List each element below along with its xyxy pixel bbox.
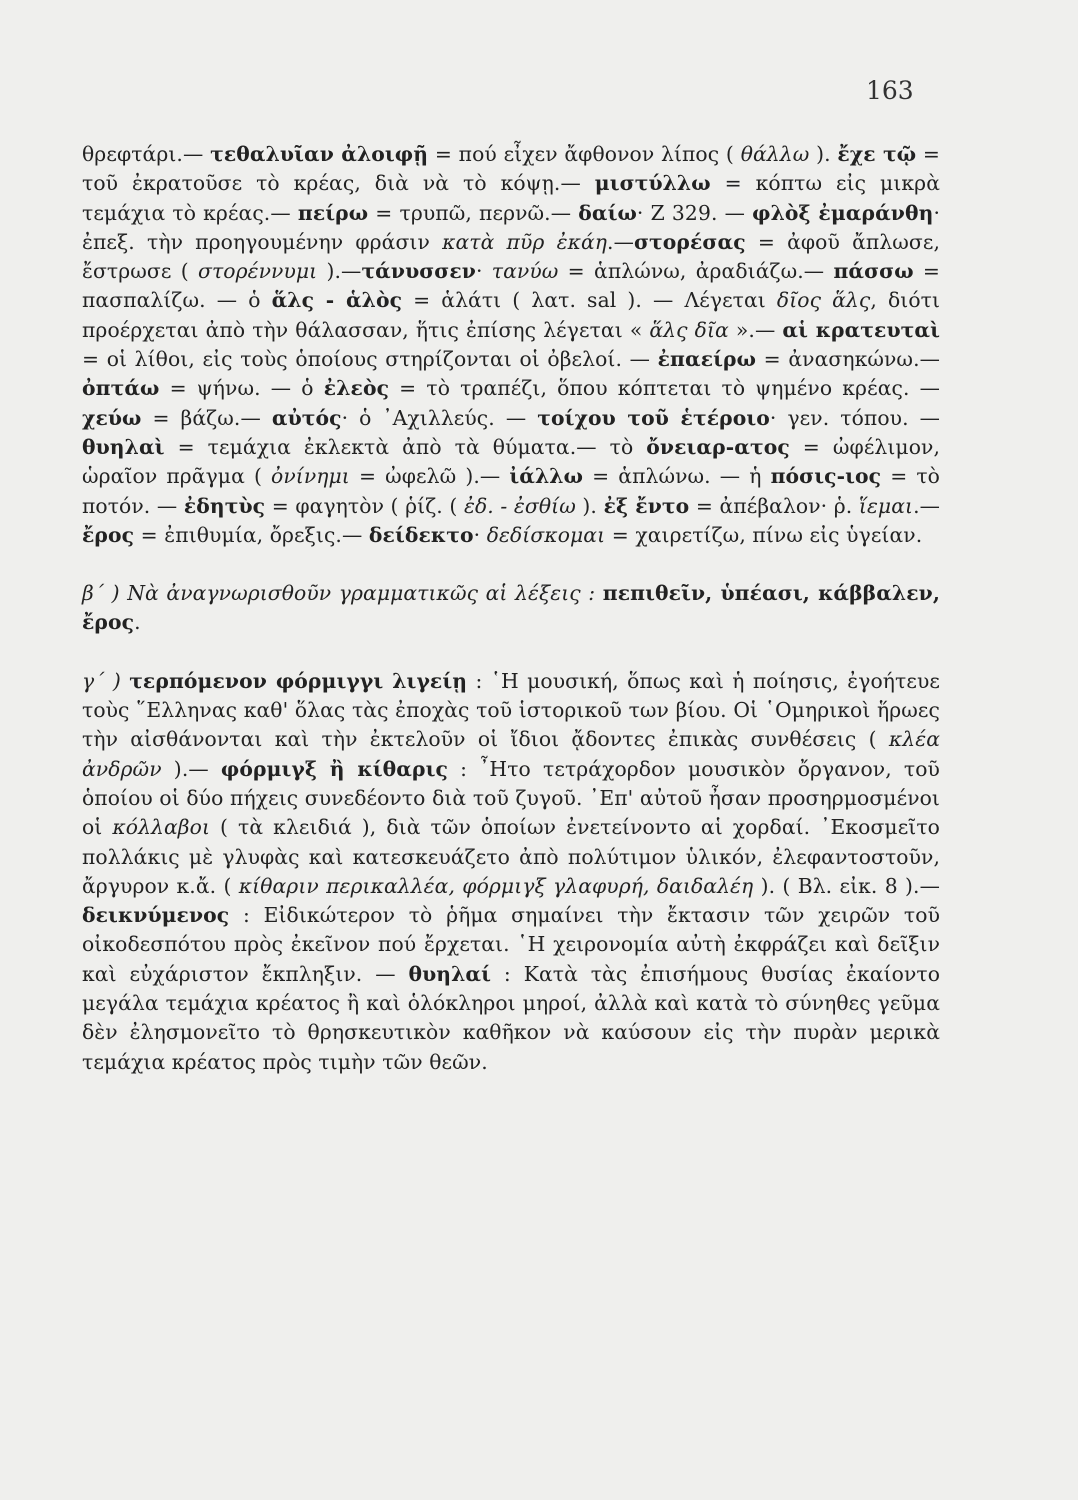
headword-term: χεύω — [82, 405, 142, 430]
headword-term: δεικνύμενος — [82, 903, 230, 928]
exercise-gamma-paragraph — [82, 667, 940, 1077]
text-run: · — [475, 259, 492, 284]
headword-term: θυηλαὶ — [82, 434, 165, 459]
italic-text: ἐδ. - ἐσθίω — [464, 493, 576, 518]
text-run: = ὠφελῶ ).— — [349, 464, 510, 489]
italic-text: ἵεμαι — [858, 493, 914, 518]
text-run: : Εἰδικώτερον τὸ ῥῆμα σημαίνει τὴν ἔκτασιν τῶν χειρῶν τοῦ οἰκοδεσπότου πρὸς ἐκεῖνον πού ἔρχεται. ῾Η χειρονομία αὐτὴ ἐκφράζει καὶ δεῖξιν καὶ εὐχάριστον ἔκπληξιν. — — [82, 903, 940, 986]
text-run: = φαγητὸν ( ῥίζ. ( — [265, 493, 464, 518]
body-text — [82, 140, 940, 1077]
italic-text: τανύω — [491, 259, 559, 284]
text-run: = τοῦ ἐκρατοῦσε τὸ κρέας, διὰ νὰ τὸ κόψῃ.— — [82, 142, 941, 196]
text-run: = τεμάχια ἐκλεκτὰ ἀπὸ τὰ θύματα.— τὸ — [164, 434, 647, 459]
italic-text: κλέα ἀνδρῶν — [82, 727, 940, 781]
italic-text: θάλλω — [740, 142, 810, 166]
headword-term: τάνυσσεν — [361, 259, 476, 284]
headword-term: ἐπαείρω — [657, 347, 757, 372]
text-run: = βάζω.— — [141, 405, 272, 430]
text-run: θρεφτάρι.— — [82, 142, 211, 166]
italic-text: ἅλς δῖα — [649, 317, 729, 342]
text-run: ).— — [161, 756, 221, 781]
headword-term: μιστύλλω — [594, 171, 711, 196]
text-run: · ἐπεξ. τὴν προηγουμένην φράσιν — [82, 200, 940, 254]
headword-term: ἅλς - ἁλὸς — [271, 288, 403, 313]
italic-text: στορέννυμι — [198, 259, 318, 284]
text-run: = κόπτω εἰς μικρὰ τεμάχια τὸ κρέας.— — [82, 171, 940, 225]
glossary-paragraph — [82, 140, 940, 550]
text-run: , διότι προέρχεται ἀπὸ τὴν θάλασσαν, ἥτις ἐπίσης λέγεται « — [82, 288, 941, 342]
headword-term: αἱ κρατευταὶ — [782, 317, 941, 342]
headword-term: δαίω — [578, 200, 637, 225]
italic-text: κόλλαβοι — [112, 815, 210, 840]
headword-term: ἔχε τῷ — [837, 142, 917, 166]
exercise-beta-paragraph — [82, 579, 940, 638]
headword-term: δείδεκτο — [368, 522, 474, 547]
text-run: = χαιρετίζω, πίνω εἰς ὑγείαν. — [605, 522, 923, 547]
text-run: .— — [607, 229, 634, 254]
headword-term: αὐτός — [271, 405, 342, 430]
headword-term: ὀπτάω — [82, 376, 160, 401]
text-run: ).— — [317, 259, 362, 284]
text-run: = ψήνω. — ὁ — [159, 376, 324, 401]
headword-term: πόσις-ιος — [770, 464, 882, 489]
text-run: = οἱ λίθοι, εἰς τοὺς ὁποίους στηρίζονται οἱ ὀβελοί. — — [82, 347, 658, 372]
text-run: = πασπαλίζω. — ὁ — [82, 259, 940, 313]
text-run: = τὸ τραπέζι, ὅπου κόπτεται τὸ ψημένο κρέας. — — [389, 376, 941, 401]
headword-term: ἔρος — [82, 522, 135, 547]
italic-text: γ΄ ) — [82, 668, 130, 693]
text-run: · γεν. τόπου. — — [769, 405, 941, 430]
text-run: = ἁπλώνω. — ἡ — [583, 464, 771, 489]
text-run: = ἁλάτι ( λατ. sal ). — Λέγεται — [402, 288, 777, 313]
text-run: · Ζ 329. — — [636, 200, 753, 225]
text-run: = ὠφέλιμον, ὡραῖον πρᾶγμα ( — [82, 434, 940, 489]
headword-term: ὄνειαρ-ατος — [646, 434, 790, 459]
headword-term: ἰάλλω — [509, 464, 584, 489]
italic-text: δεδίσκομαι — [486, 522, 606, 547]
headword-term: πάσσω — [833, 259, 914, 284]
text-run: : ῾Η μουσική, ὅπως καὶ ἡ ποίησις, ἐγοήτευε τοὺς ῞Ελληνας καθ' ὅλας τὰς ἐποχὰς τοῦ ἱστορικοῦ των βίου. Οἱ ῾Ομηρικοὶ ἥρωες τὴν αἰσθάνονται καὶ τὴν ἐκτελοῦν οἱ ἴδιοι ᾄδοντες ἐπικὰς συνθέσεις ( — [82, 668, 940, 752]
text-run: = ἐπιθυμία, ὄρεξις.— — [134, 522, 369, 547]
text-run: . — [134, 610, 141, 635]
text-run: = ἁπλώνω, ἀραδιάζω.— — [558, 259, 834, 284]
text-run: = ἀπέβαλον· ῥ. — [689, 493, 859, 518]
italic-text: ὀνίνημι — [271, 464, 350, 489]
headword-term: ἐλεὸς — [323, 376, 390, 401]
headword-term: φόρμιγξ ἢ κίθαρις — [220, 756, 448, 781]
headword-term: πεπιθεῖν, ὑπέασι, κάββαλεν, ἔρος — [82, 581, 941, 635]
headword-term: φλὸξ ἐμαράνθη — [752, 200, 934, 225]
text-run: ). — [575, 493, 604, 518]
text-run: = τρυπῶ, περνῶ.— — [368, 200, 579, 225]
text-run: ».— — [728, 317, 783, 342]
text-run: · ὁ ᾿Αχιλλεύς. — — [341, 405, 538, 430]
headword-term: θυηλαί — [408, 961, 492, 986]
text-run: = τὸ ποτόν. — — [82, 464, 940, 518]
text-run: = ἀνασηκώνω.— — [756, 347, 940, 372]
headword-term: στορέσας — [633, 229, 746, 254]
headword-term: τερπόμενον φόρμιγγι λιγείῃ — [129, 668, 468, 693]
headword-term: τεθαλυῖαν ἀλοιφῇ — [210, 142, 429, 166]
text-run: = πού εἶχεν ἄφθονον λίπος ( — [428, 142, 741, 166]
italic-text: κίθαριν περικαλλέα, φόρμιγξ γλαφυρή, δαιδαλέη — [238, 873, 754, 898]
text-run: ( τὰ κλειδιά ), διὰ τῶν ὁποίων ἐνετείνοντο αἱ χορδαί. ᾿Εκοσμεῖτο πολλάκις μὲ γλυφὰς καὶ κατεσκευάζετο ἀπὸ πολύτιμον ὑλικόν, ἐλεφαντοστοῦν, ἄργυρον κ.ἄ. ( — [82, 815, 940, 898]
headword-term: τοίχου τοῦ ἑτέροιο — [537, 405, 770, 430]
text-run: ). ( Βλ. εἰκ. 8 ).— — [753, 873, 940, 898]
text-run: : ῏Ητο τετράχορδον μουσικὸν ὄργανον, τοῦ ὁποίου οἱ δύο πήχεις συνεδέοντο διὰ τοῦ ζυγοῦ. ᾿Επ' αὐτοῦ ἦσαν προσηρμοσμένοι οἱ — [82, 756, 940, 840]
text-run: .— — [913, 493, 940, 518]
text-run: : Κατὰ τὰς ἐπισήμους θυσίας ἐκαίοντο μεγάλα τεμάχια κρέατος ἢ καὶ ὁλόκληροι μηροί, ἀλλὰ καὶ κατὰ τὸ σύνηθες γεῦμα δὲν ἐλησμονεῖτο τὸ θρησκευτικὸν καθῆκον νὰ καύσουν εἰς τὴν πυρὰν μερικὰ τεμάχια κρέατος πρὸς τιμὴν τῶν θεῶν. — [82, 961, 940, 1074]
text-run: · — [473, 522, 487, 547]
text-run: = ἀφοῦ ἄπλωσε, ἔστρωσε ( — [82, 229, 941, 284]
text-run: ). — [809, 142, 838, 166]
headword-term: ἐξ ἔντο — [603, 493, 690, 518]
italic-text: δῖος ἅλς — [776, 288, 871, 313]
italic-text: κατὰ πῦρ ἐκάη — [442, 229, 608, 254]
headword-term: ἐδητὺς — [183, 493, 266, 518]
page-number: 163 — [866, 76, 914, 105]
italic-text: β΄ ) Νὰ ἀναγνωρισθοῦν γραμματικῶς αἱ λέξεις : — [82, 581, 603, 606]
headword-term: πείρω — [297, 200, 369, 225]
